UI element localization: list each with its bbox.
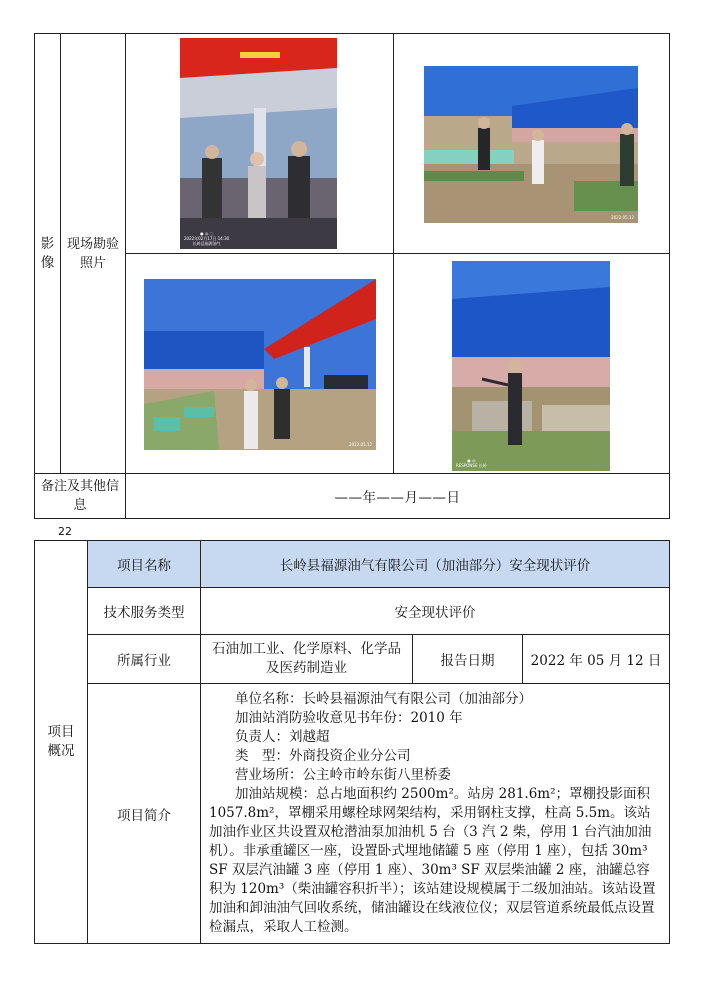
report-date-value: 2022 年 05 月 12 日: [523, 635, 670, 684]
service-type-label: 技术服务类型: [88, 588, 201, 635]
report-date-label: 报告日期: [413, 635, 523, 684]
photo-row-label: 现场勘验照片: [61, 34, 126, 474]
project-section-label: 项目概况: [35, 541, 88, 944]
photo-table: [34, 33, 670, 519]
tank-area-inspection-photo: 2022.05.12: [424, 66, 638, 223]
project-name-label: 项目名称: [88, 541, 201, 588]
industry-label: 所属行业: [88, 635, 201, 684]
photo-cell-1: [126, 34, 394, 254]
intro-line: 加油站消防验收意见书年份：2010 年: [235, 710, 463, 726]
intro-line: 类 型：外商投资企业分公司: [235, 748, 411, 764]
intro-content: [201, 684, 670, 944]
intro-label: 项目简介: [88, 684, 201, 944]
tank-area-canopy-photo: 2022.05.12: [144, 279, 376, 450]
intro-paragraph: 加油站规模：总占地面积约 2500m²。站房 281.6m²；罩棚投影面积 1057.8m²，罩棚采用螺栓球网架结构，采用钢柱支撑，柱高 5.5m。该站加油作业区共设置双枪潜油泵加油机 5 台（3 汽 2 柴，停用 1 台汽油加油机）。非承重罐区一座，设置卧式埋地储罐 5 座（停用 1 座），包括 30m³ SF 双层汽油罐 3 座（停用 1 座）、30m³ SF 双层柴油罐 2 座，油罐总容积为 120m³（柴油罐容积折半）；该站建设规模属于二级加油站。该站设置加油和卸油油气回收系统，储油罐设在线液位仪；双层管道系统最低点设置检漏点，采取人工检测。: [209, 786, 656, 935]
remarks-label: 备注及其他信息: [35, 474, 126, 519]
intro-line: 营业场所：公主岭市岭东街八里桥委: [235, 767, 451, 783]
gas-station-canopy-photo: ● ◎ ◌ 2022年02月17日 14:30 长岭县福源油气: [180, 38, 337, 249]
intro-line: 负责人：刘越超: [235, 729, 330, 745]
category-label: 影像: [35, 34, 61, 474]
page-number: 22: [58, 525, 72, 538]
photo-cell-2: [394, 34, 670, 254]
photo-cell-4: [394, 254, 670, 474]
intro-line: 单位名称：长岭县福源油气有限公司（加油部分）: [235, 691, 532, 707]
blue-building-inspection-photo: ● ◎ RESPONSE 长岭: [452, 261, 610, 471]
project-table: [34, 540, 670, 944]
date-placeholder: ——年——月——日: [126, 474, 670, 519]
photo-cell-3: [126, 254, 394, 474]
industry-value: 石油加工业、化学原料、化学品及医药制造业: [201, 635, 413, 684]
project-name-value: 长岭县福源油气有限公司（加油部分）安全现状评价: [201, 541, 670, 588]
service-type-value: 安全现状评价: [201, 588, 670, 635]
